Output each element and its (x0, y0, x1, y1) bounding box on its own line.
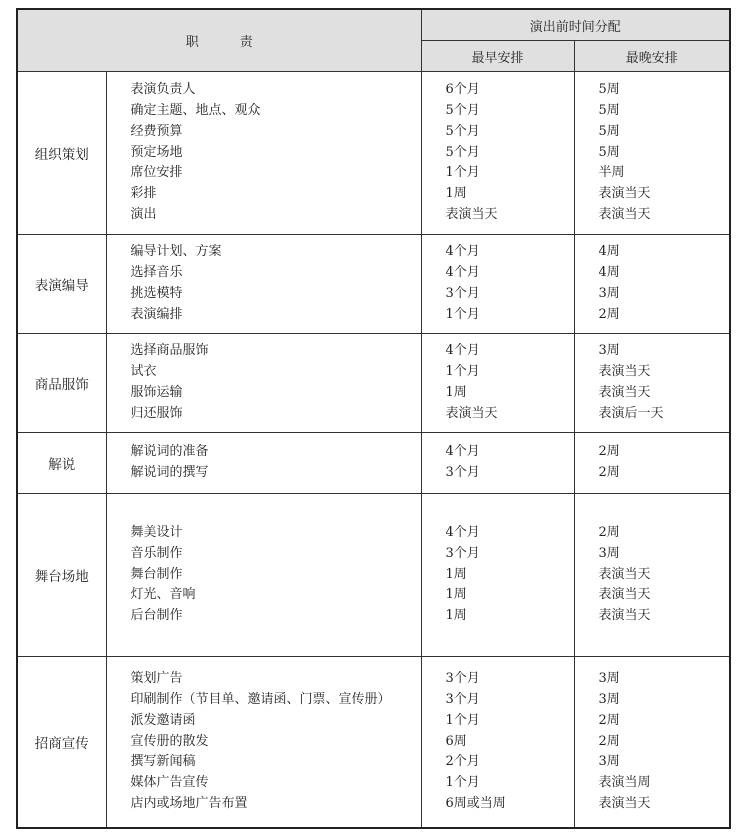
latest-value: 表演当周 (598, 775, 651, 791)
latest-value: 表演当天 (598, 795, 651, 811)
latest-value: 3周 (598, 343, 620, 359)
latest-value: 3周 (598, 545, 620, 561)
earliest-value: 2个月 (445, 754, 480, 770)
earliest-value: 3个月 (445, 545, 480, 561)
earliest-cell (421, 72, 574, 235)
earliest-cell (421, 235, 574, 334)
latest-value: 2周 (598, 712, 620, 728)
items-cell (106, 657, 421, 829)
latest-value: 5周 (598, 103, 620, 118)
latest-value: 5周 (598, 82, 620, 98)
earliest-value: 3个月 (445, 286, 480, 301)
category-cell: 舞台场地 (17, 494, 106, 657)
latest-value: 表演当天 (598, 364, 651, 380)
duty-item: 策划广告 (130, 671, 183, 687)
duty-item: 确定主题、地点、观众 (130, 103, 261, 118)
items-cell (106, 235, 421, 334)
schedule-table-wrapper (16, 8, 729, 829)
earliest-value: 6个月 (445, 82, 480, 98)
latest-cell (574, 235, 730, 334)
duty-item: 演出 (130, 206, 157, 222)
duty-header: 职 责 (17, 9, 421, 72)
latest-value: 表演当天 (598, 186, 651, 202)
table-row (17, 657, 730, 829)
table-row (17, 494, 730, 657)
earliest-value: 4个月 (445, 244, 480, 260)
latest-value: 2周 (598, 733, 620, 749)
earliest-value: 1周 (445, 587, 467, 603)
earliest-value: 4个月 (445, 343, 480, 359)
earliest-value: 1周 (445, 186, 467, 202)
items-cell (106, 334, 421, 433)
earliest-value: 4个月 (445, 444, 480, 460)
items-cell (106, 433, 421, 494)
earliest-value: 1周 (445, 608, 467, 624)
earliest-value: 4个月 (445, 525, 480, 540)
latest-value: 4周 (598, 244, 620, 260)
earliest-value: 1个月 (445, 775, 480, 791)
category-cell: 招商宣传 (17, 657, 106, 829)
latest-header: 最晚安排 (574, 41, 730, 72)
earliest-value: 1个月 (445, 165, 480, 181)
category-cell: 组织策划 (17, 72, 106, 235)
latest-value: 表演当天 (598, 608, 651, 624)
latest-value: 表演当天 (598, 385, 651, 400)
latest-value: 5周 (598, 144, 620, 160)
duty-item: 店内或场地广告布置 (130, 795, 248, 811)
latest-value: 2周 (598, 306, 620, 322)
latest-value: 表演当天 (598, 206, 651, 222)
latest-cell (574, 494, 730, 657)
table-body (17, 72, 730, 829)
duty-item: 预定场地 (130, 144, 183, 160)
latest-cell (574, 433, 730, 494)
duty-item: 媒体广告宣传 (130, 775, 209, 791)
duty-item: 挑选模特 (130, 286, 183, 301)
latest-value: 半周 (598, 165, 625, 181)
duty-item: 舞美设计 (130, 525, 183, 540)
duty-item: 撰写新闻稿 (130, 754, 196, 770)
items-cell (106, 494, 421, 657)
earliest-value: 5个月 (445, 144, 480, 160)
latest-value: 表演后一天 (598, 405, 664, 421)
table-row (17, 334, 730, 433)
table-row (17, 235, 730, 334)
duty-item: 印刷制作（节目单、邀请函、门票、宣传册） (130, 692, 391, 707)
earliest-cell (421, 494, 574, 657)
earliest-cell (421, 433, 574, 494)
duty-item: 归还服饰 (130, 405, 183, 421)
duty-item: 编导计划、方案 (130, 244, 222, 260)
latest-value: 表演当天 (598, 566, 651, 582)
latest-cell (574, 72, 730, 235)
earliest-value: 1个月 (445, 364, 480, 380)
latest-value: 表演当天 (598, 587, 651, 603)
duty-item: 后台制作 (130, 608, 183, 624)
category-cell: 商品服饰 (17, 334, 106, 433)
earliest-value: 6周 (445, 733, 467, 749)
duty-item: 经费预算 (130, 123, 183, 139)
earliest-value: 3个月 (445, 671, 480, 687)
earliest-value: 4个月 (445, 265, 480, 281)
table-header (17, 9, 730, 72)
category-cell: 解说 (17, 433, 106, 494)
time-allocation-header: 演出前时间分配 (421, 9, 730, 41)
duty-item: 解说词的准备 (130, 444, 209, 460)
earliest-value: 1周 (445, 566, 467, 582)
duty-item: 服饰运输 (130, 385, 183, 400)
items-cell (106, 72, 421, 235)
duty-item: 席位安排 (130, 165, 183, 181)
latest-value: 3周 (598, 671, 620, 687)
duty-item: 表演负责人 (130, 82, 196, 98)
duty-item: 解说词的撰写 (130, 465, 209, 480)
latest-cell (574, 334, 730, 433)
latest-value: 2周 (598, 465, 620, 480)
duty-item: 试衣 (130, 364, 157, 380)
latest-cell (574, 657, 730, 829)
earliest-value: 6周或当周 (445, 795, 506, 811)
duty-item: 音乐制作 (130, 545, 183, 561)
latest-value: 3周 (598, 692, 620, 707)
latest-value: 4周 (598, 265, 620, 281)
earliest-value: 5个月 (445, 103, 480, 118)
duty-item: 彩排 (130, 186, 157, 202)
latest-value: 3周 (598, 754, 620, 770)
table-row (17, 72, 730, 235)
earliest-value: 1个月 (445, 712, 480, 728)
duty-item: 灯光、音响 (130, 587, 196, 603)
earliest-value: 5个月 (445, 123, 480, 139)
earliest-value: 1周 (445, 385, 467, 400)
earliest-value: 1个月 (445, 306, 480, 322)
earliest-value: 表演当天 (445, 206, 498, 222)
duty-item: 派发邀请函 (130, 712, 196, 728)
earliest-header: 最早安排 (421, 41, 574, 72)
earliest-value: 3个月 (445, 692, 480, 707)
latest-value: 3周 (598, 286, 620, 301)
latest-value: 2周 (598, 444, 620, 460)
duty-item: 舞台制作 (130, 566, 183, 582)
earliest-cell (421, 657, 574, 829)
latest-value: 2周 (598, 525, 620, 540)
schedule-table (16, 8, 731, 829)
duty-item: 选择商品服饰 (130, 343, 209, 359)
earliest-value: 表演当天 (445, 405, 498, 421)
latest-value: 5周 (598, 123, 620, 139)
duty-item: 宣传册的散发 (130, 733, 209, 749)
earliest-cell (421, 334, 574, 433)
duty-item: 选择音乐 (130, 265, 183, 281)
duty-item: 表演编排 (130, 306, 183, 322)
earliest-value: 3个月 (445, 465, 480, 480)
category-cell: 表演编导 (17, 235, 106, 334)
table-row (17, 433, 730, 494)
